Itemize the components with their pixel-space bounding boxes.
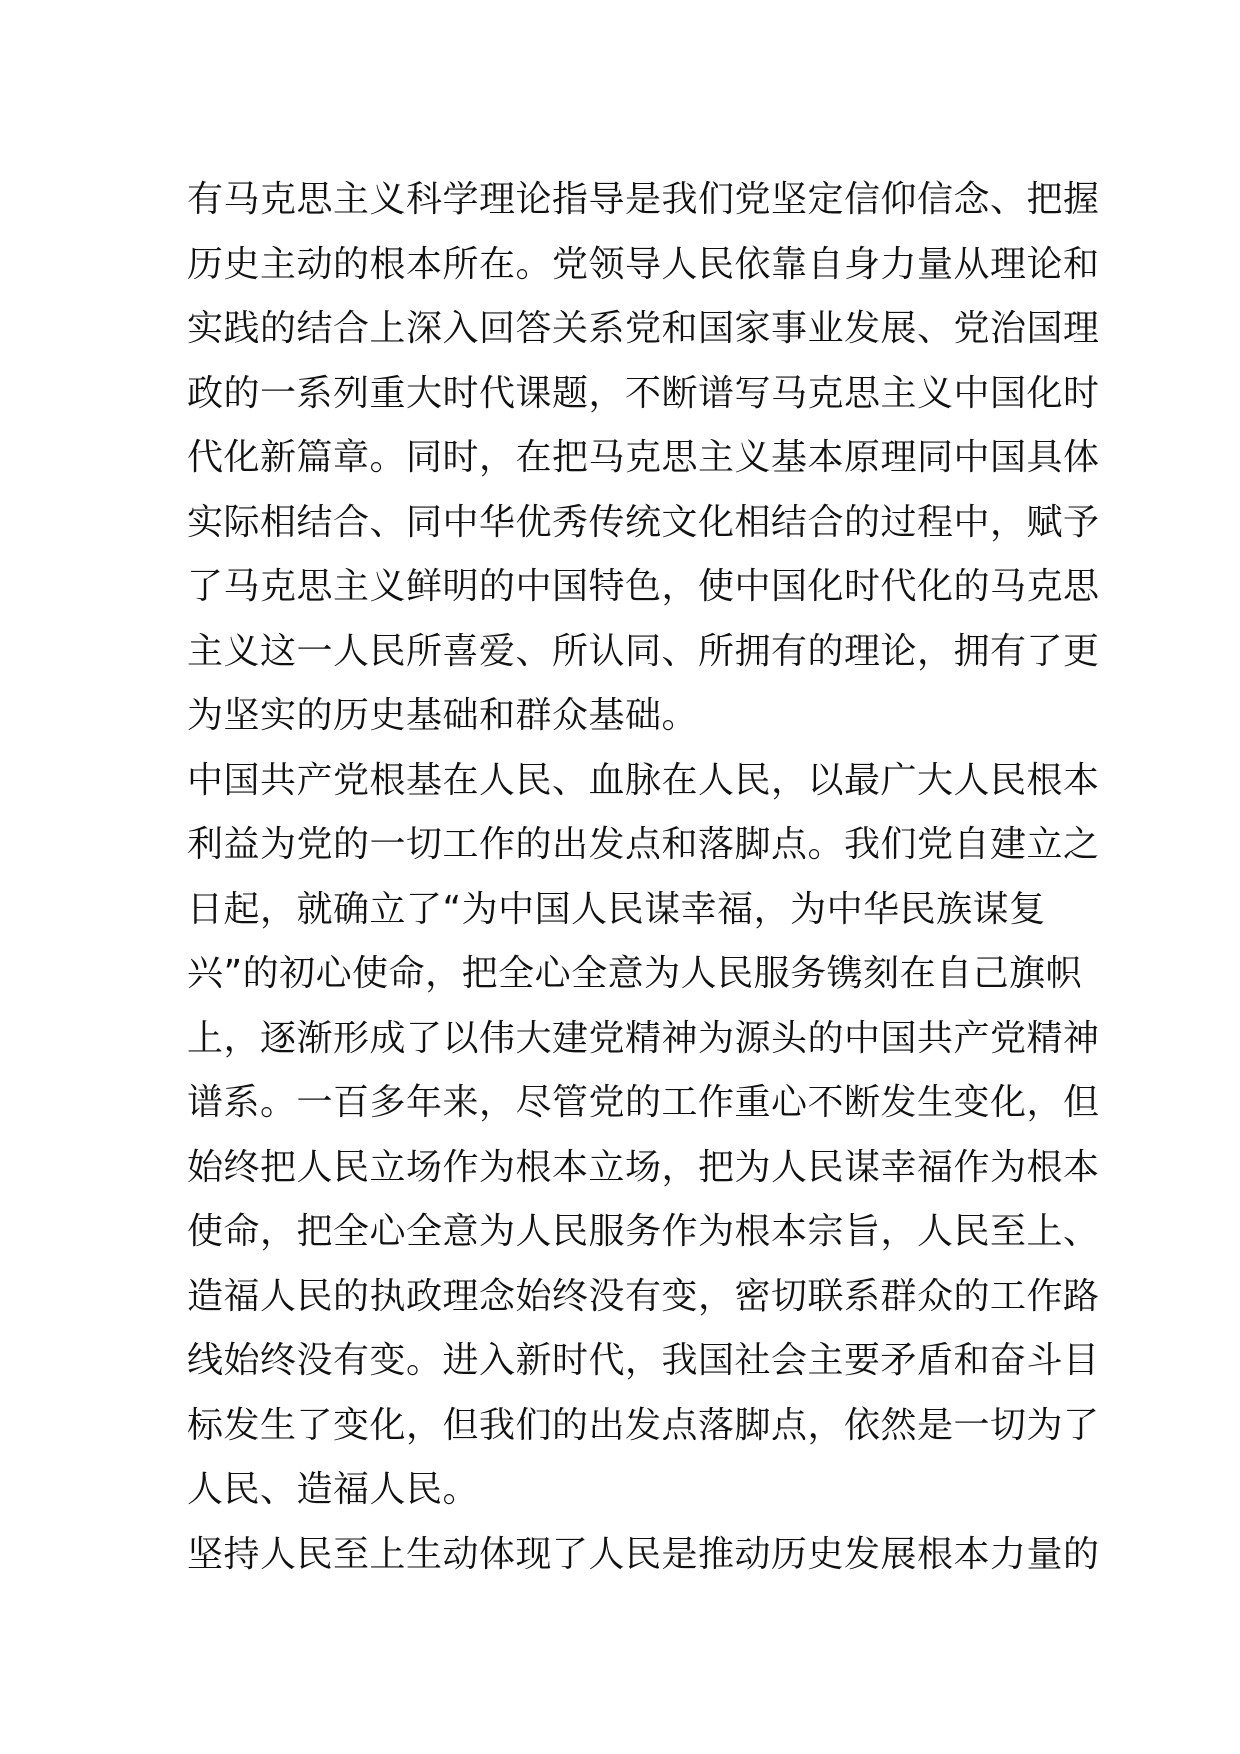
text-line: 实际相结合、同中华优秀传统文化相结合的过程中，赋予: [187, 501, 1100, 543]
text-line: 上，逐渐形成了以伟大建党精神为源头的中国共产党精神: [187, 1017, 1100, 1059]
text-line: 兴”的初心使命，把全心全意为人民服务镌刻在自己旗帜: [187, 953, 1083, 994]
text-line: 线始终没有变。进入新时代，我国社会主要矛盾和奋斗目: [187, 1340, 1100, 1381]
text-line: 标发生了变化，但我们的出发点落脚点，依然是一切为了: [187, 1404, 1100, 1446]
text-line: 人民、造福人民。: [187, 1469, 480, 1510]
text-line: 历史主动的根本所在。党领导人民依靠自身力量从理论和: [187, 243, 1100, 285]
text-line: 造福人民的执政理念始终没有变，密切联系群众的工作路: [187, 1275, 1100, 1317]
text-line: 坚持人民至上生动体现了人民是推动历史发展根本力量的: [187, 1533, 1100, 1575]
text-line: 代化新篇章。同时，在把马克思主义基本原理同中国具体: [187, 437, 1100, 478]
text-line: 为坚实的历史基础和群众基础。: [187, 695, 699, 736]
text-line: 谱系。一百多年来，尽管党的工作重心不断发生变化，但: [187, 1082, 1100, 1123]
text-line: 使命，把全心全意为人民服务作为根本宗旨，人民至上、: [187, 1211, 1100, 1252]
text-line: 了马克思主义鲜明的中国特色，使中国化时代化的马克思: [187, 566, 1100, 607]
text-line: 中国共产党根基在人民、血脉在人民，以最广大人民根本: [187, 759, 1100, 801]
text-line: 政的一系列重大时代课题，不断谱写马克思主义中国化时: [187, 372, 1100, 414]
text-line: 利益为党的一切工作的出发点和落脚点。我们党自建立之: [187, 824, 1100, 865]
text-line: 实践的结合上深入回答关系党和国家事业发展、党治国理: [187, 308, 1100, 349]
text-line: 始终把人民立场作为根本立场，把为人民谋幸福作为根本: [187, 1146, 1100, 1188]
text-line: 有马克思主义科学理论指导是我们党坚定信仰信念、把握: [187, 179, 1100, 220]
text-line: 主义这一人民所喜爱、所认同、所拥有的理论，拥有了更: [187, 630, 1100, 672]
text-line: 日起，就确立了“为中国人民谋幸福，为中华民族谋复: [187, 888, 1046, 930]
document-body: [187, 168, 1100, 1587]
